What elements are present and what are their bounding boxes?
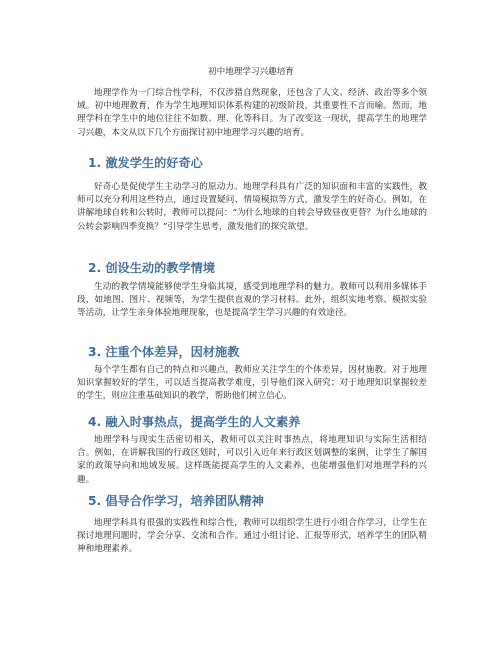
section-body-3: 每个学生都有自己的特点和兴趣点，教师应关注学生的个体差异，因材施教。对于地理知识掌握较好的学生，可以适当提高教学难度，引导他们深入研究；对于地理知识掌握较差的学生，则应注重基础知识的教学，帮助他们树立信心。 <box>77 365 427 402</box>
intro-paragraph: 地理学作为一门综合性学科，不仅涉猎自然现象，还包含了人文、经济、政治等多个领域。初中地理教育，作为学生地理知识体系构建的初级阶段，其重要性不言而喻。然而，地理学科在学生中的地位往往不如数、理、化等科目。为了改变这一现状，提高学生的地理学习兴趣，本文从以下几个方面探讨初中地理学习兴趣的培育。 <box>77 88 427 138</box>
section-heading-5: 5. 倡导合作学习，培养团队精神 <box>88 494 264 508</box>
section-heading-4: 4. 融入时事热点，提高学生的人文素养 <box>88 415 301 429</box>
section-body-2: 生动的教学情境能够使学生身临其境，感受到地理学科的魅力。教师可以利用多媒体手段，如地图、图片、视频等，为学生提供直观的学习材料。此外，组织实地考察、模拟实验等活动，让学生亲身体验地理现象，也是提高学生学习兴趣的有效途径。 <box>77 282 427 319</box>
section-heading-1: 1. 激发学生的好奇心 <box>88 156 203 170</box>
document-title: 初中地理学习兴趣培育 <box>208 67 294 77</box>
section-body-4: 地理学科与现实生活密切相关，教师可以关注时事热点，将地理知识与实际生活相结合。例如，在讲解我国的行政区划时，可以引入近年来行政区划调整的案例，让学生了解国家的政策导向和地域发展。这样既能提高学生的人文素养，也能增强他们对地理学科的兴趣。 <box>77 435 427 485</box>
section-body-5: 地理学科具有很强的实践性和综合性，教师可以组织学生进行小组合作学习，让学生在探讨地理问题时，学会分享、交流和合作。通过小组讨论、汇报等形式，培养学生的团队精神和地理素养。 <box>77 518 427 555</box>
section-heading-3: 3. 注重个体差异，因材施教 <box>88 345 240 359</box>
section-body-1: 好奇心是促使学生主动学习的原动力。地理学科具有广泛的知识面和丰富的实践性，教师可以充分利用这些特点，通过设置疑问、情境模拟等方式，激发学生的好奇心。例如，在讲解地球自转和公转时，教师可以提问：“为什么地球的自转会导致昼夜更替？为什么地球的公转会影响四季变换？”引导学生思考，激发他们的探究欲望。 <box>77 182 427 232</box>
section-heading-2: 2. 创设生动的教学情境 <box>88 261 216 275</box>
